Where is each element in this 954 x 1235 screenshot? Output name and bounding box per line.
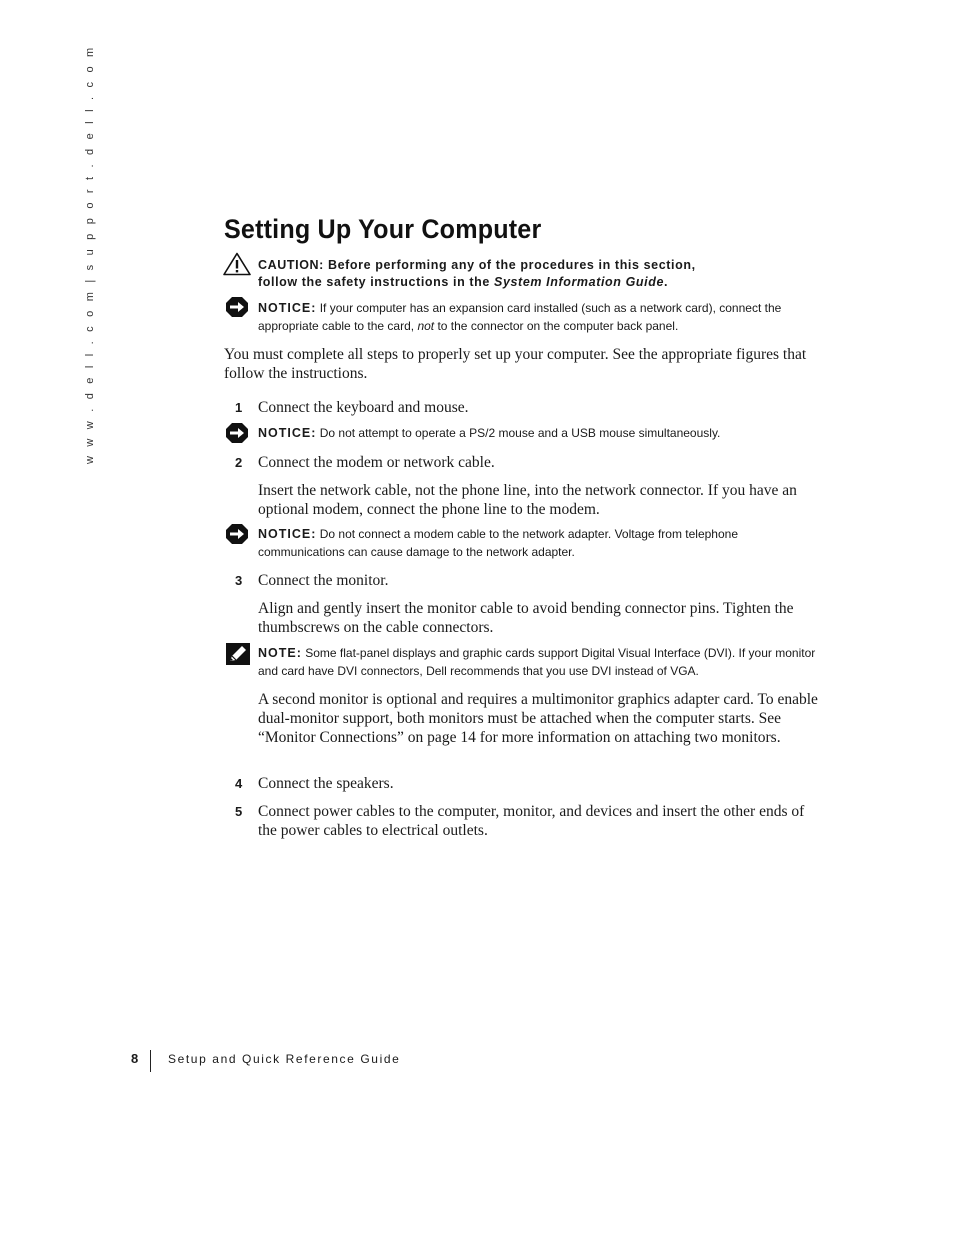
- page-number: 8: [131, 1051, 139, 1066]
- note-text: Some flat-panel displays and graphic cards support Digital Visual Interface (DVI). If your monitor and card have DVI connectors, Dell recommends that you use DVI instead of VGA.: [258, 646, 816, 678]
- footer-guide-title: Setup and Quick Reference Guide: [168, 1052, 401, 1066]
- caution-line-2-suffix: .: [664, 275, 669, 289]
- note-label: NOTE:: [258, 646, 302, 660]
- step-text: Connect the modem or network cable.: [258, 454, 495, 471]
- notice-label: NOTICE:: [258, 527, 317, 541]
- step-number: 4: [235, 776, 243, 791]
- note-pencil-icon: [226, 643, 250, 665]
- notice-emphasis: not: [417, 318, 435, 333]
- step-paragraph: Insert the network cable, not the phone line, into the network connector. If you have an optional modem, connect the phone line to the modem.: [258, 482, 797, 518]
- notice-icon: [225, 296, 249, 318]
- step-text: Connect power cables to the computer, monitor, and devices and insert the other ends of the power cables to electrical outlets.: [258, 803, 805, 839]
- step-paragraph: Align and gently insert the monitor cable to avoid bending connector pins. Tighten the thumbscrews on the cable connectors.: [258, 600, 794, 636]
- note-dvi: [258, 645, 818, 680]
- sidebar-url: w w w . d e l l . c o m | s u p p o r t . d e l l . c o m: [84, 44, 96, 464]
- step-number: 2: [235, 455, 243, 470]
- footer-divider: [150, 1050, 151, 1072]
- notice-text: Do not connect a modem cable to the network adapter. Voltage from telephone communications can cause damage to the network adapter.: [258, 527, 738, 559]
- notice-text: Do not attempt to operate a PS/2 mouse and a USB mouse simultaneously.: [316, 426, 721, 440]
- step-text: Connect the keyboard and mouse.: [258, 399, 469, 416]
- step-text: Connect the monitor.: [258, 572, 389, 589]
- notice-mouse: [258, 425, 828, 443]
- notice-icon: [225, 422, 249, 444]
- notice-label: NOTICE:: [258, 426, 317, 440]
- page-title: Setting Up Your Computer: [224, 214, 542, 244]
- caution-guide-reference: System Information Guide: [494, 275, 664, 289]
- notice-text: If your computer has an expansion card installed (such as a network card), connect the appropriate cable to the card,: [258, 301, 782, 333]
- notice-modem: [258, 526, 798, 561]
- step-number: 5: [235, 804, 243, 819]
- notice-expansion-card: [258, 300, 828, 335]
- intro-paragraph: You must complete all steps to properly set up your computer. See the appropriate figures that follow the instructions.: [224, 346, 807, 382]
- caution-line-1: CAUTION: Before performing any of the procedures in this section,: [258, 258, 696, 272]
- caution-line-2-text: follow the safety instructions in the: [258, 275, 495, 289]
- caution-warning-icon: [223, 252, 251, 276]
- step-number: 3: [235, 573, 243, 588]
- notice-icon: [225, 523, 249, 545]
- caution-block: [258, 257, 696, 291]
- step-paragraph: A second monitor is optional and requires a multimonitor graphics adapter card. To enable dual-monitor support, both monitors must be attached when the computer starts. See “Monitor Connections” on page 14 for more information on attaching two monitors.: [258, 691, 818, 746]
- caution-line-2: [258, 274, 696, 291]
- notice-text-end: to the connector on the computer back panel.: [434, 318, 679, 333]
- notice-label: NOTICE:: [258, 301, 317, 315]
- step-number: 1: [235, 400, 243, 415]
- step-text: Connect the speakers.: [258, 775, 394, 792]
